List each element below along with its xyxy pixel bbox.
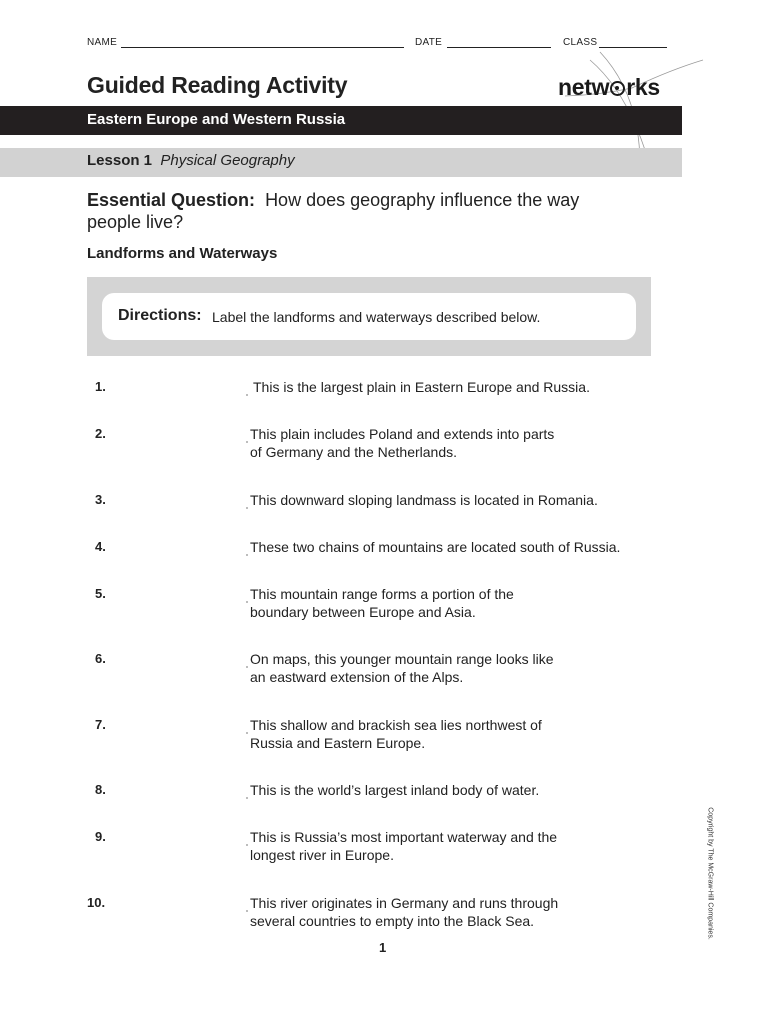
class-field[interactable] bbox=[599, 47, 667, 48]
question-text-line: This downward sloping landmass is located in Romania. bbox=[250, 492, 598, 508]
question-text-line: This river originates in Germany and runs through bbox=[250, 895, 559, 911]
name-field[interactable] bbox=[121, 47, 404, 48]
question-text-line: an eastward extension of the Alps. bbox=[250, 669, 464, 685]
question-text-line: This shallow and brackish sea lies northwest of bbox=[250, 717, 542, 733]
date-field[interactable] bbox=[447, 47, 551, 48]
question-text-line: of Germany and the Netherlands. bbox=[250, 444, 458, 460]
question-text-line: On maps, this younger mountain range looks like bbox=[250, 651, 554, 667]
answer-blank[interactable] bbox=[130, 650, 242, 670]
question-text bbox=[250, 828, 650, 864]
answer-mark bbox=[246, 394, 248, 396]
question-text bbox=[250, 538, 650, 556]
question-number: 3. bbox=[95, 492, 106, 507]
question-text bbox=[250, 781, 650, 799]
section-heading: Landforms and Waterways bbox=[87, 245, 278, 262]
answer-blank[interactable] bbox=[130, 716, 242, 736]
question-number: 10. bbox=[87, 895, 106, 910]
question-text-line: Russia and Eastern Europe. bbox=[250, 735, 426, 751]
question-text bbox=[250, 378, 650, 396]
lesson-topic: Physical Geography bbox=[160, 152, 295, 169]
question-number: 8. bbox=[95, 782, 106, 797]
answer-blank[interactable] bbox=[130, 538, 242, 558]
question-text bbox=[250, 585, 650, 621]
question-number: 1. bbox=[95, 379, 106, 394]
answer-blank[interactable] bbox=[130, 894, 242, 914]
subtitle: Eastern Europe and Western Russia bbox=[87, 111, 346, 128]
class-label: CLASS bbox=[563, 37, 598, 48]
answer-mark bbox=[246, 910, 248, 912]
date-label: DATE bbox=[415, 37, 443, 48]
answer-blank[interactable] bbox=[130, 828, 242, 848]
answer-mark bbox=[246, 732, 248, 734]
answer-blank[interactable] bbox=[130, 425, 242, 445]
essential-question-label: Essential Question: bbox=[87, 190, 256, 210]
question-text-line: This mountain range forms a portion of the bbox=[250, 586, 514, 602]
answer-mark bbox=[246, 666, 248, 668]
question-text bbox=[250, 716, 650, 752]
essential-question-text: How does geography influence the way people live? bbox=[87, 190, 580, 232]
question-text bbox=[250, 650, 650, 686]
directions-text: Label the landforms and waterways described below. bbox=[212, 309, 541, 325]
page-number: 1 bbox=[379, 940, 387, 955]
lesson-label: Lesson 1 bbox=[87, 152, 153, 169]
networks-logo: netw rks bbox=[558, 74, 660, 100]
answer-blank[interactable] bbox=[130, 491, 242, 511]
name-label: NAME bbox=[87, 37, 118, 48]
question-text-line: several countries to empty into the Black Sea. bbox=[250, 913, 535, 929]
question-text-line: This is Russia’s most important waterway and the bbox=[250, 829, 558, 845]
answer-mark bbox=[246, 797, 248, 799]
question-text-line: longest river in Europe. bbox=[250, 847, 394, 863]
question-text-line: This is the world’s largest inland body of water. bbox=[250, 782, 540, 798]
question-number: 6. bbox=[95, 651, 106, 666]
question-number: 7. bbox=[95, 717, 106, 732]
page-title: Guided Reading Activity bbox=[87, 72, 348, 98]
question-number: 4. bbox=[95, 539, 106, 554]
question-number: 5. bbox=[95, 586, 106, 601]
question-text-line: These two chains of mountains are located south of Russia. bbox=[250, 539, 621, 555]
answer-mark bbox=[246, 844, 248, 846]
directions-label: Directions: bbox=[118, 307, 202, 324]
question-number: 9. bbox=[95, 829, 106, 844]
question-text bbox=[250, 491, 650, 509]
question-text-line: This is the largest plain in Eastern Europe and Russia. bbox=[253, 379, 590, 395]
copyright-notice: Copyright by The McGraw-Hill Companies. bbox=[706, 807, 714, 940]
essential-question bbox=[87, 189, 627, 233]
question-text bbox=[250, 425, 650, 461]
logo-globe-icon bbox=[610, 81, 625, 96]
answer-blank[interactable] bbox=[130, 585, 242, 605]
answer-mark bbox=[246, 441, 248, 443]
answer-blank[interactable] bbox=[130, 781, 242, 801]
answer-mark bbox=[246, 554, 248, 556]
question-text bbox=[250, 894, 650, 930]
question-number: 2. bbox=[95, 426, 106, 441]
answer-mark bbox=[246, 601, 248, 603]
answer-mark bbox=[246, 507, 248, 509]
question-text-line: This plain includes Poland and extends into parts bbox=[250, 426, 555, 442]
lesson-heading bbox=[87, 152, 295, 169]
answer-blank[interactable] bbox=[130, 378, 242, 398]
question-text-line: boundary between Europe and Asia. bbox=[250, 604, 476, 620]
